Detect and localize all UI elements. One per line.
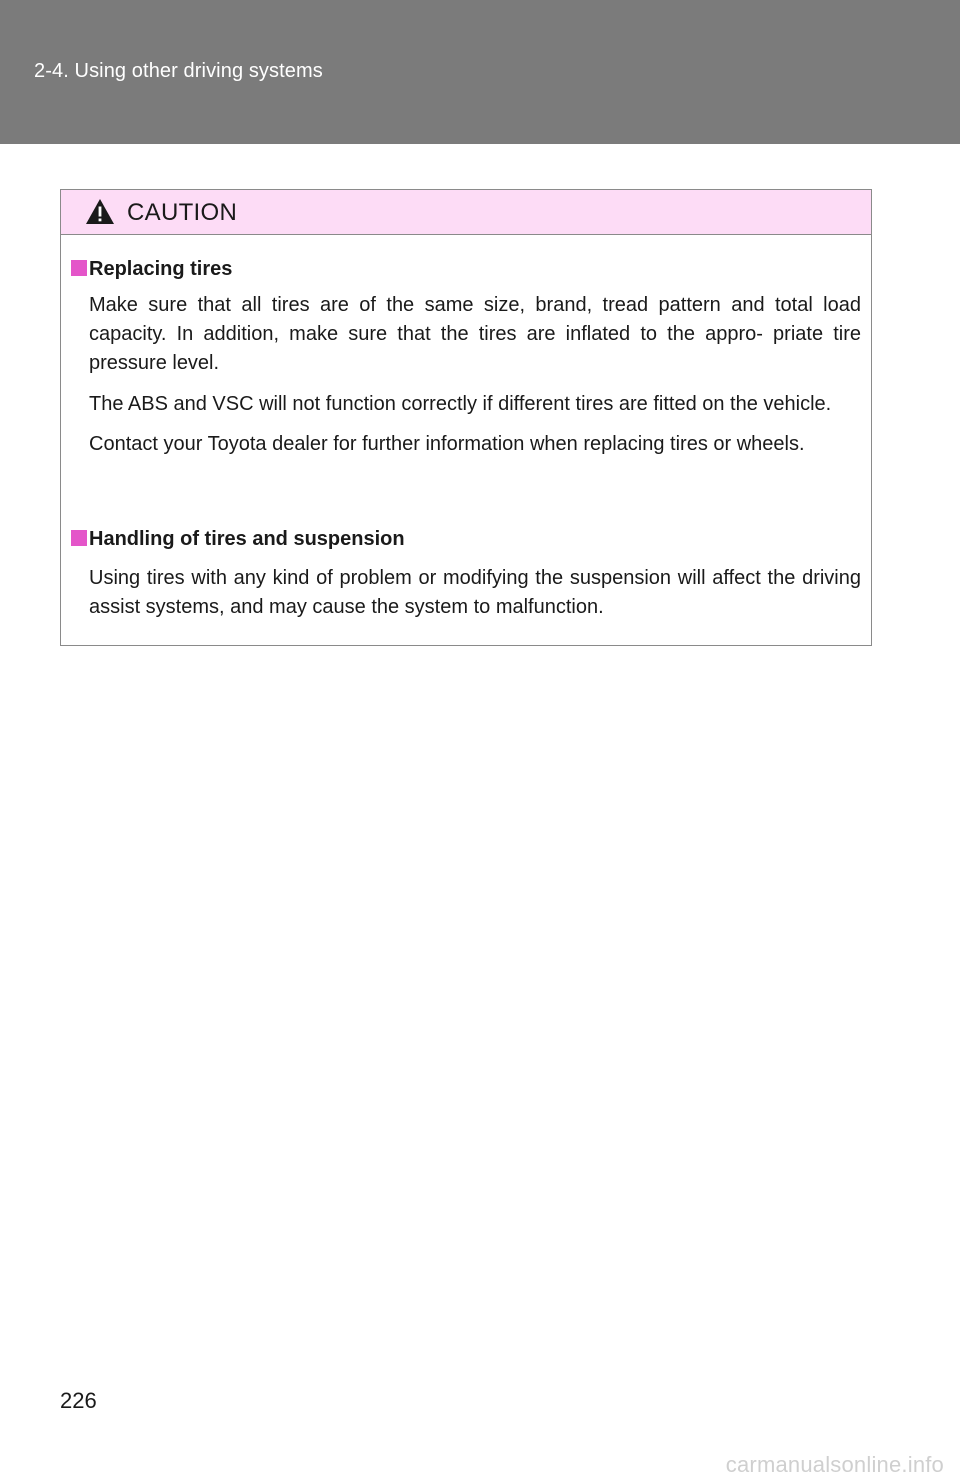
caution-section-handling-tires-suspension: [61, 524, 871, 622]
paragraph: Using tires with any kind of problem or modifying the suspension will affect the driving assist systems, and may cause the system to malfunction.: [89, 567, 861, 618]
square-bullet-icon: [71, 530, 87, 546]
caution-section-replacing-tires: [61, 254, 871, 459]
square-bullet-icon: [71, 260, 87, 276]
paragraph: The ABS and VSC will not function correctly if different tires are fitted on the vehicle.: [89, 393, 832, 415]
header-band: [0, 0, 960, 144]
section-heading: Handling of tires and suspension: [89, 528, 405, 550]
caution-box: [60, 189, 872, 646]
warning-triangle-icon: [85, 198, 115, 225]
section-heading: Replacing tires: [89, 258, 233, 280]
page-number: 226: [60, 1388, 97, 1413]
paragraph: Make sure that all tires are of the same size, brand, tread pattern and total load capacity. In addition, make sure that the tires are inflated to the appro- priate tire pressure level.: [89, 294, 861, 374]
caution-header: [61, 190, 871, 235]
section-title: 2-4. Using other driving systems: [34, 60, 323, 82]
watermark: carmanualsonline.info: [725, 1452, 944, 1477]
paragraph: Contact your Toyota dealer for further information when replacing tires or wheels.: [89, 433, 805, 455]
caution-label: CAUTION: [127, 199, 238, 226]
